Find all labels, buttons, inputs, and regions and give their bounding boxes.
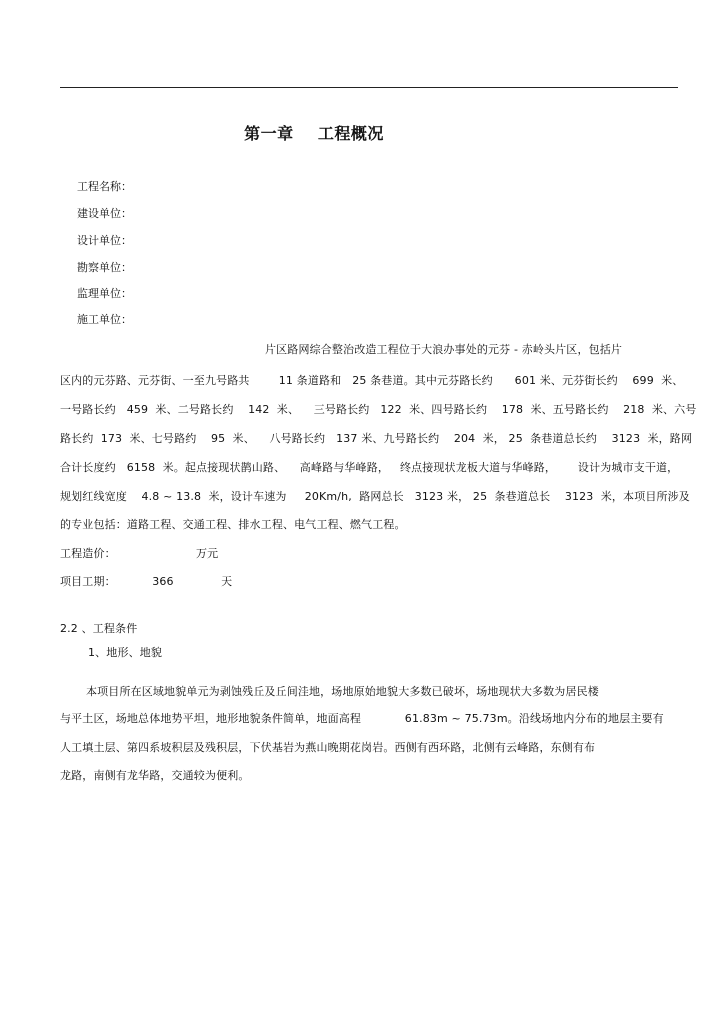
terrain-line: 本项目所在区域地貌单元为剥蚀残丘及丘间洼地，场地原始地貌大多数已破坏，场地现状大多数为居民楼	[86, 685, 599, 698]
field-surveyor: 勘察单位：	[77, 261, 132, 274]
project-period: 项目工期： 366 天	[60, 575, 233, 588]
terrain-line: 龙路，南侧有龙华路，交通较为便利。	[60, 769, 250, 782]
description-line: 一号路长约 459 米、二号路长约 142 米、 三号路长约 122 米、四号路长约 178 米、五号路长约 218 米、六号	[60, 403, 697, 416]
description-line: 片区路网综合整治改造工程位于大浪办事处的元芬 - 赤岭头片区，包括片	[265, 343, 623, 356]
description-line: 路长约 173 米、七号路约 95 米、 八号路长约 137 米、九号路长约 204 米， 25 条巷道总长约 3123 米，路网	[60, 432, 693, 445]
section-heading: 2.2 、工程条件	[60, 622, 138, 635]
project-cost: 工程造价： 万元	[60, 547, 219, 560]
description-line: 规划红线宽度 4.8 ~ 13.8 米，设计车速为 20Km/h, 路网总长 3123 米， 25 条巷道总长 3123 米，本项目所涉及	[60, 490, 690, 503]
subsection-heading: 1、地形、地貌	[88, 646, 163, 659]
terrain-line: 人工填土层、第四系坡积层及残积层，下伏基岩为燕山晚期花岗岩。西侧有西环路，北侧有云峰路，东侧有布	[60, 741, 596, 754]
description-line: 合计长度约 6158 米。起点接现状鹊山路、 高峰路与华峰路， 终点接现状龙板大道与华峰路， 设计为城市支干道，	[60, 461, 679, 474]
header-rule	[60, 87, 678, 88]
description-line: 的专业包括：道路工程、交通工程、排水工程、电气工程、燃气工程。	[60, 518, 406, 531]
field-contractor: 施工单位：	[77, 313, 132, 326]
description-line: 区内的元芬路、元芬街、一至九号路共 11 条道路和 25 条巷道。其中元芬路长约 601 米、元芬街长约 699 米、	[60, 374, 684, 387]
terrain-line: 与平土区，场地总体地势平坦，地形地貌条件简单，地面高程 61.83m ~ 75.73m。沿线场地内分布的地层主要有	[60, 712, 664, 725]
chapter-title: 第一章 工程概况	[244, 124, 384, 143]
field-project-name: 工程名称：	[77, 180, 132, 193]
field-owner: 建设单位：	[77, 207, 132, 220]
field-supervisor: 监理单位：	[77, 287, 132, 300]
field-designer: 设计单位：	[77, 234, 132, 247]
